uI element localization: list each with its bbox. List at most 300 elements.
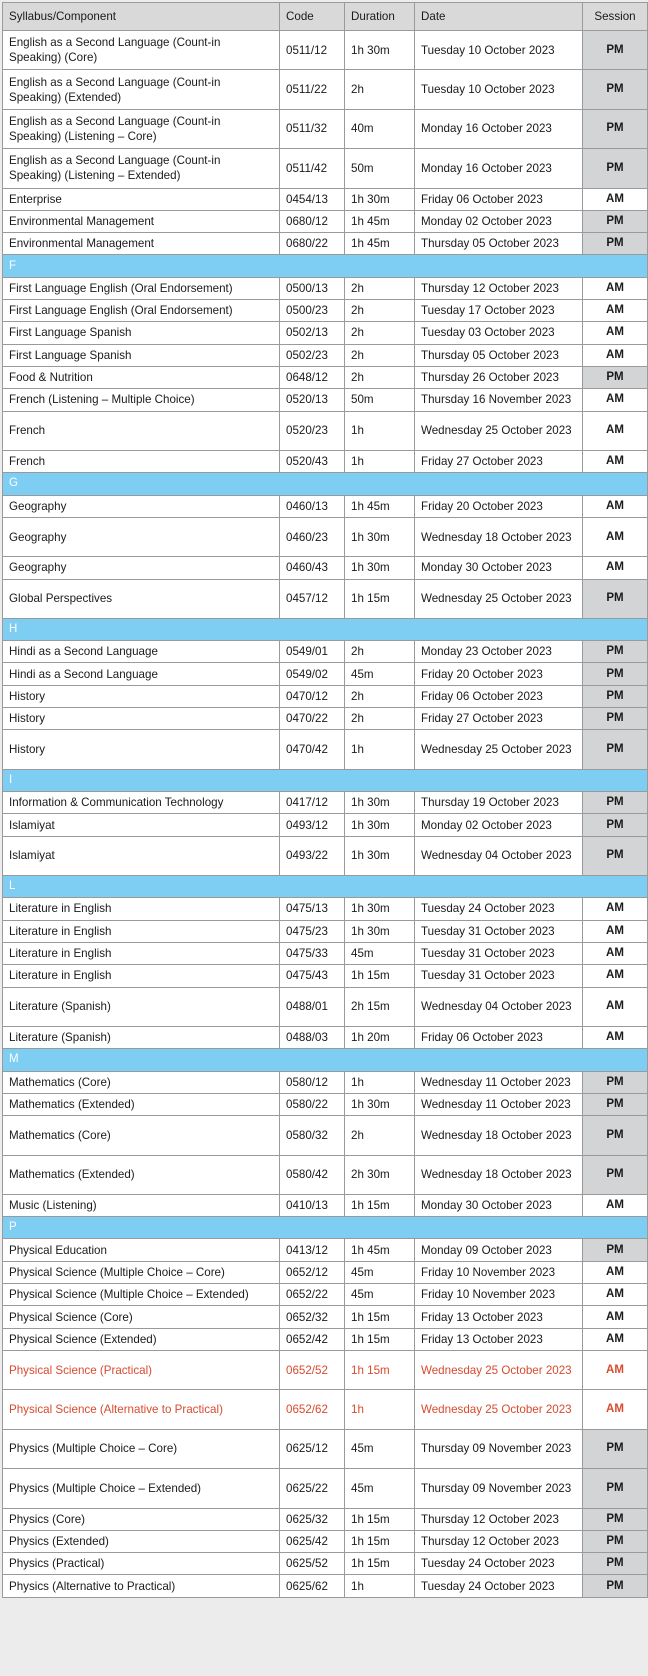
letter-divider: H [3, 618, 648, 640]
duration-cell: 2h [345, 708, 415, 730]
duration-cell: 1h 30m [345, 188, 415, 210]
date-cell: Thursday 12 October 2023 [415, 277, 583, 299]
date-cell: Tuesday 24 October 2023 [415, 1575, 583, 1597]
duration-cell: 2h [345, 641, 415, 663]
syllabus-cell: French [3, 411, 280, 450]
syllabus-cell: First Language English (Oral Endorsement) [3, 300, 280, 322]
code-cell: 0475/13 [280, 898, 345, 920]
duration-cell: 45m [345, 1469, 415, 1508]
code-cell: 0520/43 [280, 450, 345, 472]
code-cell: 0488/03 [280, 1026, 345, 1048]
duration-cell: 45m [345, 942, 415, 964]
date-cell: Tuesday 31 October 2023 [415, 942, 583, 964]
session-cell: AM [583, 1284, 648, 1306]
code-cell: 0580/32 [280, 1116, 345, 1155]
code-cell: 0625/62 [280, 1575, 345, 1597]
table-row [3, 1553, 648, 1575]
syllabus-cell: History [3, 730, 280, 769]
syllabus-cell: Physical Science (Multiple Choice – Extended) [3, 1284, 280, 1306]
code-cell: 0511/12 [280, 31, 345, 70]
date-cell: Thursday 12 October 2023 [415, 1508, 583, 1530]
duration-cell: 1h 15m [345, 1350, 415, 1389]
syllabus-cell: Physics (Practical) [3, 1553, 280, 1575]
duration-cell: 1h 45m [345, 495, 415, 517]
session-cell: PM [583, 1530, 648, 1552]
session-cell: PM [583, 1239, 648, 1261]
duration-cell: 1h 45m [345, 210, 415, 232]
duration-cell: 1h 30m [345, 557, 415, 579]
letter-divider: P [3, 1217, 648, 1239]
duration-cell: 1h 15m [345, 579, 415, 618]
letter-divider: G [3, 473, 648, 495]
session-cell: PM [583, 1429, 648, 1468]
syllabus-cell: Physical Science (Practical) [3, 1350, 280, 1389]
syllabus-cell: Environmental Management [3, 233, 280, 255]
code-cell: 0470/12 [280, 685, 345, 707]
code-cell: 0549/01 [280, 641, 345, 663]
code-cell: 0680/22 [280, 233, 345, 255]
duration-cell: 2h [345, 344, 415, 366]
code-cell: 0520/23 [280, 411, 345, 450]
session-cell: AM [583, 517, 648, 556]
duration-cell: 40m [345, 109, 415, 148]
duration-cell: 1h [345, 411, 415, 450]
date-cell: Thursday 05 October 2023 [415, 233, 583, 255]
table-row [3, 1026, 648, 1048]
date-cell: Thursday 09 November 2023 [415, 1429, 583, 1468]
table-row [3, 1469, 648, 1508]
date-cell: Monday 30 October 2023 [415, 557, 583, 579]
duration-cell: 1h 30m [345, 898, 415, 920]
code-cell: 0460/43 [280, 557, 345, 579]
session-cell: PM [583, 1116, 648, 1155]
syllabus-cell: English as a Second Language (Count-in Speaking) (Core) [3, 31, 280, 70]
table-row [3, 70, 648, 109]
table-row [3, 663, 648, 685]
session-cell: AM [583, 1328, 648, 1350]
session-cell: AM [583, 987, 648, 1026]
session-cell: PM [583, 233, 648, 255]
date-cell: Monday 02 October 2023 [415, 814, 583, 836]
syllabus-cell: Mathematics (Core) [3, 1116, 280, 1155]
letter-divider-row [3, 473, 648, 495]
date-cell: Friday 27 October 2023 [415, 450, 583, 472]
syllabus-cell: Information & Communication Technology [3, 792, 280, 814]
date-cell: Tuesday 10 October 2023 [415, 70, 583, 109]
syllabus-cell: History [3, 708, 280, 730]
session-cell: PM [583, 366, 648, 388]
duration-cell: 2h [345, 300, 415, 322]
code-cell: 0625/32 [280, 1508, 345, 1530]
code-cell: 0493/12 [280, 814, 345, 836]
session-cell: AM [583, 965, 648, 987]
syllabus-cell: First Language Spanish [3, 322, 280, 344]
code-cell: 0470/42 [280, 730, 345, 769]
letter-divider: M [3, 1049, 648, 1071]
table-row [3, 344, 648, 366]
duration-cell: 2h [345, 366, 415, 388]
session-cell: AM [583, 411, 648, 450]
code-cell: 0475/43 [280, 965, 345, 987]
date-cell: Wednesday 18 October 2023 [415, 1116, 583, 1155]
duration-cell: 1h [345, 1071, 415, 1093]
duration-cell: 2h [345, 685, 415, 707]
header-row [3, 3, 648, 31]
session-cell: PM [583, 149, 648, 188]
session-cell: PM [583, 685, 648, 707]
letter-divider-row [3, 255, 648, 277]
code-cell: 0410/13 [280, 1194, 345, 1216]
date-cell: Wednesday 04 October 2023 [415, 836, 583, 875]
session-cell: AM [583, 495, 648, 517]
table-row [3, 685, 648, 707]
date-cell: Friday 06 October 2023 [415, 685, 583, 707]
date-cell: Thursday 12 October 2023 [415, 1530, 583, 1552]
table-row [3, 1508, 648, 1530]
letter-divider-row [3, 876, 648, 898]
syllabus-cell: Physical Science (Extended) [3, 1328, 280, 1350]
session-cell: AM [583, 389, 648, 411]
letter-divider-row [3, 1217, 648, 1239]
session-cell: AM [583, 920, 648, 942]
session-cell: PM [583, 641, 648, 663]
letter-divider-row [3, 1049, 648, 1071]
date-cell: Tuesday 24 October 2023 [415, 1553, 583, 1575]
code-cell: 0520/13 [280, 389, 345, 411]
table-row [3, 389, 648, 411]
code-cell: 0511/22 [280, 70, 345, 109]
duration-cell: 1h 45m [345, 233, 415, 255]
duration-cell: 1h 15m [345, 1508, 415, 1530]
table-row [3, 814, 648, 836]
syllabus-cell: First Language Spanish [3, 344, 280, 366]
syllabus-cell: English as a Second Language (Count-in Speaking) (Listening – Core) [3, 109, 280, 148]
syllabus-cell: Islamiyat [3, 836, 280, 875]
session-cell: AM [583, 1026, 648, 1048]
duration-cell: 1h [345, 450, 415, 472]
date-cell: Wednesday 25 October 2023 [415, 1390, 583, 1429]
code-cell: 0511/32 [280, 109, 345, 148]
code-cell: 0511/42 [280, 149, 345, 188]
letter-divider: I [3, 769, 648, 791]
code-cell: 0580/12 [280, 1071, 345, 1093]
session-cell: AM [583, 557, 648, 579]
header-date: Date [415, 3, 583, 31]
letter-divider: F [3, 255, 648, 277]
code-cell: 0460/13 [280, 495, 345, 517]
session-cell: AM [583, 1350, 648, 1389]
table-row [3, 579, 648, 618]
duration-cell: 1h 15m [345, 1306, 415, 1328]
table-row [3, 149, 648, 188]
timetable-body [3, 31, 648, 1598]
table-row [3, 1239, 648, 1261]
syllabus-cell: Mathematics (Core) [3, 1071, 280, 1093]
syllabus-cell: Literature in English [3, 942, 280, 964]
duration-cell: 1h 20m [345, 1026, 415, 1048]
code-cell: 0488/01 [280, 987, 345, 1026]
date-cell: Monday 23 October 2023 [415, 641, 583, 663]
session-cell: AM [583, 1390, 648, 1429]
date-cell: Thursday 05 October 2023 [415, 344, 583, 366]
table-row [3, 987, 648, 1026]
duration-cell: 1h 30m [345, 517, 415, 556]
code-cell: 0652/32 [280, 1306, 345, 1328]
session-cell: PM [583, 579, 648, 618]
exam-timetable [2, 2, 648, 1598]
code-cell: 0625/22 [280, 1469, 345, 1508]
session-cell: PM [583, 70, 648, 109]
code-cell: 0652/42 [280, 1328, 345, 1350]
code-cell: 0475/23 [280, 920, 345, 942]
duration-cell: 1h 15m [345, 1530, 415, 1552]
table-row [3, 836, 648, 875]
code-cell: 0502/13 [280, 322, 345, 344]
syllabus-cell: French (Listening – Multiple Choice) [3, 389, 280, 411]
date-cell: Friday 20 October 2023 [415, 663, 583, 685]
date-cell: Tuesday 31 October 2023 [415, 920, 583, 942]
code-cell: 0580/42 [280, 1155, 345, 1194]
table-row [3, 233, 648, 255]
code-cell: 0680/12 [280, 210, 345, 232]
session-cell: AM [583, 300, 648, 322]
session-cell: PM [583, 31, 648, 70]
table-row [3, 322, 648, 344]
date-cell: Friday 06 October 2023 [415, 1026, 583, 1048]
table-row [3, 920, 648, 942]
letter-divider: L [3, 876, 648, 898]
table-row [3, 1530, 648, 1552]
date-cell: Thursday 19 October 2023 [415, 792, 583, 814]
syllabus-cell: Geography [3, 517, 280, 556]
duration-cell: 2h 15m [345, 987, 415, 1026]
letter-divider-row [3, 769, 648, 791]
session-cell: AM [583, 322, 648, 344]
header-code: Code [280, 3, 345, 31]
table-row [3, 942, 648, 964]
table-row [3, 450, 648, 472]
session-cell: PM [583, 1469, 648, 1508]
syllabus-cell: Physical Science (Multiple Choice – Core) [3, 1261, 280, 1283]
date-cell: Wednesday 11 October 2023 [415, 1071, 583, 1093]
table-row [3, 1575, 648, 1597]
session-cell: PM [583, 663, 648, 685]
syllabus-cell: Food & Nutrition [3, 366, 280, 388]
table-row [3, 730, 648, 769]
code-cell: 0580/22 [280, 1093, 345, 1115]
session-cell: PM [583, 814, 648, 836]
date-cell: Friday 13 October 2023 [415, 1306, 583, 1328]
session-cell: PM [583, 792, 648, 814]
duration-cell: 1h 30m [345, 792, 415, 814]
syllabus-cell: Mathematics (Extended) [3, 1093, 280, 1115]
syllabus-cell: Physics (Multiple Choice – Extended) [3, 1469, 280, 1508]
date-cell: Wednesday 25 October 2023 [415, 1350, 583, 1389]
table-row [3, 1194, 648, 1216]
table-row [3, 792, 648, 814]
syllabus-cell: History [3, 685, 280, 707]
table-row [3, 1328, 648, 1350]
syllabus-cell: Physical Science (Alternative to Practical) [3, 1390, 280, 1429]
date-cell: Tuesday 17 October 2023 [415, 300, 583, 322]
duration-cell: 1h 30m [345, 814, 415, 836]
code-cell: 0460/23 [280, 517, 345, 556]
header-session: Session [583, 3, 648, 31]
code-cell: 0457/12 [280, 579, 345, 618]
date-cell: Wednesday 18 October 2023 [415, 1155, 583, 1194]
table-row [3, 1284, 648, 1306]
letter-divider-row [3, 618, 648, 640]
duration-cell: 1h [345, 1575, 415, 1597]
syllabus-cell: English as a Second Language (Count-in Speaking) (Listening – Extended) [3, 149, 280, 188]
session-cell: PM [583, 1508, 648, 1530]
duration-cell: 1h 15m [345, 965, 415, 987]
table-row [3, 1350, 648, 1389]
code-cell: 0652/52 [280, 1350, 345, 1389]
table-row [3, 300, 648, 322]
table-row [3, 965, 648, 987]
table-row [3, 898, 648, 920]
table-row [3, 1261, 648, 1283]
syllabus-cell: Physics (Multiple Choice – Core) [3, 1429, 280, 1468]
session-cell: PM [583, 1553, 648, 1575]
syllabus-cell: Geography [3, 557, 280, 579]
duration-cell: 2h [345, 322, 415, 344]
syllabus-cell: Islamiyat [3, 814, 280, 836]
code-cell: 0470/22 [280, 708, 345, 730]
duration-cell: 45m [345, 1261, 415, 1283]
session-cell: AM [583, 1261, 648, 1283]
date-cell: Tuesday 24 October 2023 [415, 898, 583, 920]
table-row [3, 641, 648, 663]
syllabus-cell: Physical Education [3, 1239, 280, 1261]
syllabus-cell: First Language English (Oral Endorsement) [3, 277, 280, 299]
date-cell: Monday 16 October 2023 [415, 109, 583, 148]
header-syllabus: Syllabus/Component [3, 3, 280, 31]
date-cell: Tuesday 03 October 2023 [415, 322, 583, 344]
table-row [3, 277, 648, 299]
syllabus-cell: Physics (Extended) [3, 1530, 280, 1552]
date-cell: Wednesday 25 October 2023 [415, 579, 583, 618]
duration-cell: 2h [345, 1116, 415, 1155]
date-cell: Friday 10 November 2023 [415, 1284, 583, 1306]
table-row [3, 1306, 648, 1328]
session-cell: PM [583, 1575, 648, 1597]
code-cell: 0652/12 [280, 1261, 345, 1283]
syllabus-cell: Physics (Core) [3, 1508, 280, 1530]
date-cell: Monday 09 October 2023 [415, 1239, 583, 1261]
date-cell: Wednesday 04 October 2023 [415, 987, 583, 1026]
syllabus-cell: English as a Second Language (Count-in Speaking) (Extended) [3, 70, 280, 109]
table-row [3, 1155, 648, 1194]
table-row [3, 188, 648, 210]
code-cell: 0500/13 [280, 277, 345, 299]
session-cell: AM [583, 450, 648, 472]
table-row [3, 1429, 648, 1468]
date-cell: Wednesday 25 October 2023 [415, 730, 583, 769]
syllabus-cell: Literature in English [3, 920, 280, 942]
session-cell: PM [583, 1071, 648, 1093]
code-cell: 0652/62 [280, 1390, 345, 1429]
duration-cell: 1h [345, 1390, 415, 1429]
table-row [3, 557, 648, 579]
syllabus-cell: Literature in English [3, 898, 280, 920]
syllabus-cell: Environmental Management [3, 210, 280, 232]
code-cell: 0500/23 [280, 300, 345, 322]
duration-cell: 50m [345, 389, 415, 411]
syllabus-cell: Physics (Alternative to Practical) [3, 1575, 280, 1597]
session-cell: AM [583, 898, 648, 920]
session-cell: PM [583, 109, 648, 148]
session-cell: PM [583, 1155, 648, 1194]
duration-cell: 45m [345, 663, 415, 685]
syllabus-cell: Music (Listening) [3, 1194, 280, 1216]
duration-cell: 1h 15m [345, 1553, 415, 1575]
table-row [3, 708, 648, 730]
code-cell: 0549/02 [280, 663, 345, 685]
date-cell: Wednesday 18 October 2023 [415, 517, 583, 556]
table-row [3, 1071, 648, 1093]
duration-cell: 2h 30m [345, 1155, 415, 1194]
session-cell: AM [583, 277, 648, 299]
session-cell: AM [583, 344, 648, 366]
duration-cell: 2h [345, 70, 415, 109]
date-cell: Monday 16 October 2023 [415, 149, 583, 188]
session-cell: AM [583, 188, 648, 210]
date-cell: Thursday 26 October 2023 [415, 366, 583, 388]
code-cell: 0493/22 [280, 836, 345, 875]
date-cell: Thursday 09 November 2023 [415, 1469, 583, 1508]
table-row [3, 517, 648, 556]
syllabus-cell: Literature (Spanish) [3, 1026, 280, 1048]
date-cell: Monday 02 October 2023 [415, 210, 583, 232]
session-cell: PM [583, 836, 648, 875]
date-cell: Monday 30 October 2023 [415, 1194, 583, 1216]
session-cell: AM [583, 942, 648, 964]
session-cell: AM [583, 1194, 648, 1216]
syllabus-cell: Hindi as a Second Language [3, 663, 280, 685]
duration-cell: 1h 30m [345, 1093, 415, 1115]
date-cell: Friday 06 October 2023 [415, 188, 583, 210]
date-cell: Tuesday 10 October 2023 [415, 31, 583, 70]
date-cell: Friday 10 November 2023 [415, 1261, 583, 1283]
session-cell: PM [583, 1093, 648, 1115]
syllabus-cell: Literature (Spanish) [3, 987, 280, 1026]
table-row [3, 1116, 648, 1155]
table-row [3, 495, 648, 517]
table-row [3, 109, 648, 148]
table-row [3, 210, 648, 232]
syllabus-cell: French [3, 450, 280, 472]
session-cell: PM [583, 730, 648, 769]
duration-cell: 45m [345, 1284, 415, 1306]
syllabus-cell: Global Perspectives [3, 579, 280, 618]
session-cell: AM [583, 1306, 648, 1328]
table-row [3, 1093, 648, 1115]
date-cell: Friday 20 October 2023 [415, 495, 583, 517]
code-cell: 0502/23 [280, 344, 345, 366]
duration-cell: 45m [345, 1429, 415, 1468]
duration-cell: 1h [345, 730, 415, 769]
table-row [3, 411, 648, 450]
duration-cell: 1h 30m [345, 920, 415, 942]
code-cell: 0413/12 [280, 1239, 345, 1261]
date-cell: Thursday 16 November 2023 [415, 389, 583, 411]
date-cell: Tuesday 31 October 2023 [415, 965, 583, 987]
duration-cell: 1h 30m [345, 836, 415, 875]
session-cell: PM [583, 210, 648, 232]
syllabus-cell: Hindi as a Second Language [3, 641, 280, 663]
